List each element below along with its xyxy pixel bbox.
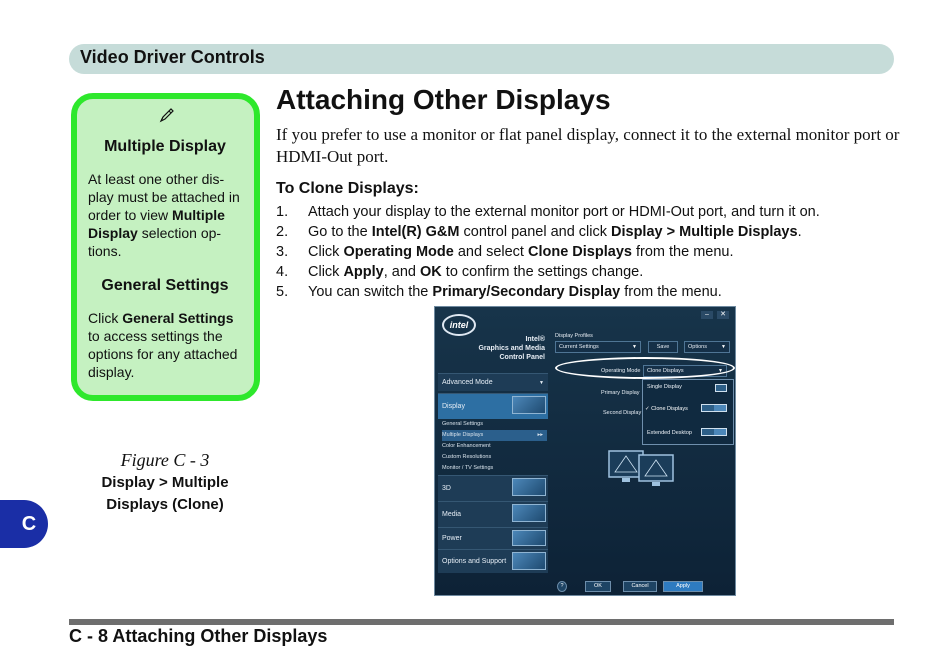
step-item bbox=[276, 262, 896, 282]
footer-text: C - 8 Attaching Other Displays bbox=[69, 626, 328, 646]
figure-number: Figure C - 3 bbox=[120, 450, 210, 470]
clone-displays-icon bbox=[701, 404, 727, 412]
close-icon[interactable]: ✕ bbox=[717, 311, 729, 319]
nav-display[interactable]: Display bbox=[438, 393, 548, 419]
pencil-icon bbox=[158, 106, 176, 124]
media-thumbnail bbox=[512, 504, 546, 522]
step-item bbox=[276, 222, 896, 242]
step-number: 2. bbox=[276, 224, 289, 240]
secondary-display-label: Second Display bbox=[603, 410, 642, 416]
minimize-icon[interactable]: – bbox=[701, 311, 713, 319]
single-display-icon bbox=[715, 384, 727, 392]
page-title: Attaching Other Displays bbox=[276, 84, 611, 115]
options-thumbnail bbox=[512, 552, 546, 570]
save-button[interactable]: Save bbox=[648, 341, 678, 353]
display-thumbnail bbox=[512, 396, 546, 414]
step-item bbox=[276, 282, 896, 302]
step-number: 3. bbox=[276, 244, 289, 260]
steps-list bbox=[276, 202, 896, 302]
3d-thumbnail bbox=[512, 478, 546, 496]
step-number: 5. bbox=[276, 284, 289, 300]
note-heading-multiple-display: Multiple Display bbox=[104, 138, 226, 155]
subnav-color-enhancement[interactable]: Color Enhancement bbox=[442, 443, 491, 449]
figure-title: Display > Multiple Displays (Clone) bbox=[101, 474, 229, 513]
extended-desktop-icon bbox=[701, 428, 727, 436]
note-text-general-settings: Click General Settings to access settings the options for any attached display. bbox=[88, 310, 238, 380]
monitors-icon bbox=[607, 447, 677, 489]
step-item bbox=[276, 202, 896, 222]
nav-power[interactable]: Power bbox=[438, 527, 548, 549]
step-number: 1. bbox=[276, 204, 289, 220]
apply-button[interactable]: Apply bbox=[663, 581, 703, 592]
section-title: Video Driver Controls bbox=[80, 47, 265, 67]
step-number: 4. bbox=[276, 264, 289, 280]
footer-bar bbox=[69, 619, 894, 625]
primary-display-label: Primary Display bbox=[601, 390, 640, 396]
nav-options-support[interactable]: Options and Support bbox=[438, 549, 548, 573]
menu-extended-desktop[interactable]: Extended Desktop bbox=[647, 430, 692, 436]
cancel-button[interactable]: Cancel bbox=[623, 581, 657, 592]
profile-dropdown[interactable]: Current Settings ▼ bbox=[555, 341, 641, 353]
step-text: You can switch the Primary/Secondary Display from the menu. bbox=[308, 284, 722, 300]
note-heading-general-settings: General Settings bbox=[101, 277, 229, 294]
step-text: Attach your display to the external monitor port or HDMI-Out port, and turn it on. bbox=[308, 204, 820, 220]
help-button[interactable]: ? bbox=[557, 581, 567, 592]
nav-3d[interactable]: 3D bbox=[438, 475, 548, 501]
highlight-ellipse bbox=[555, 357, 735, 379]
subheading: To Clone Displays: bbox=[276, 180, 419, 197]
menu-single-display[interactable]: Single Display bbox=[647, 384, 682, 390]
note-text-multiple-display: At least one other dis- play must be attached in order to view Multiple Display selection op- tions. bbox=[88, 171, 240, 259]
intel-logo: intel bbox=[442, 314, 476, 336]
subnav-custom-resolutions[interactable]: Custom Resolutions bbox=[442, 454, 492, 460]
subnav-multiple-displays[interactable]: Multiple Displays ▸▸ bbox=[442, 430, 547, 441]
mode-dropdown[interactable]: Advanced Mode ▼ bbox=[438, 373, 548, 391]
chapter-tab: C bbox=[0, 500, 48, 548]
subnav-general-settings[interactable]: General Settings bbox=[442, 421, 483, 427]
nav-media[interactable]: Media bbox=[438, 501, 548, 527]
step-text: Click Apply, and OK to confirm the settings change. bbox=[308, 264, 644, 280]
subnav-monitor-tv[interactable]: Monitor / TV Settings bbox=[442, 465, 494, 471]
ok-button[interactable]: OK bbox=[585, 581, 611, 592]
operating-mode-label: Operating Mode bbox=[601, 368, 641, 374]
step-text: Go to the Intel(R) G&M control panel and click Display > Multiple Displays. bbox=[308, 224, 802, 240]
step-text: Click Operating Mode and select Clone Displays from the menu. bbox=[308, 244, 734, 260]
power-thumbnail bbox=[512, 530, 546, 546]
step-item bbox=[276, 242, 896, 262]
operating-mode-menu bbox=[642, 379, 734, 445]
menu-clone-displays[interactable]: ✓ Clone Displays bbox=[645, 406, 688, 412]
check-icon: ✓ bbox=[645, 406, 650, 412]
app-title: Intel® Graphics and Media Control Panel bbox=[478, 336, 545, 361]
intro-paragraph: If you prefer to use a monitor or flat panel display, connect it to the external monitor port or HDMI-Out port. bbox=[276, 125, 900, 166]
operating-mode-dropdown[interactable]: Clone Displays ▼ bbox=[643, 365, 727, 377]
control-panel-screenshot bbox=[434, 306, 736, 596]
profiles-label: Display Profiles bbox=[555, 333, 593, 339]
options-dropdown[interactable]: Options ▼ bbox=[684, 341, 730, 353]
